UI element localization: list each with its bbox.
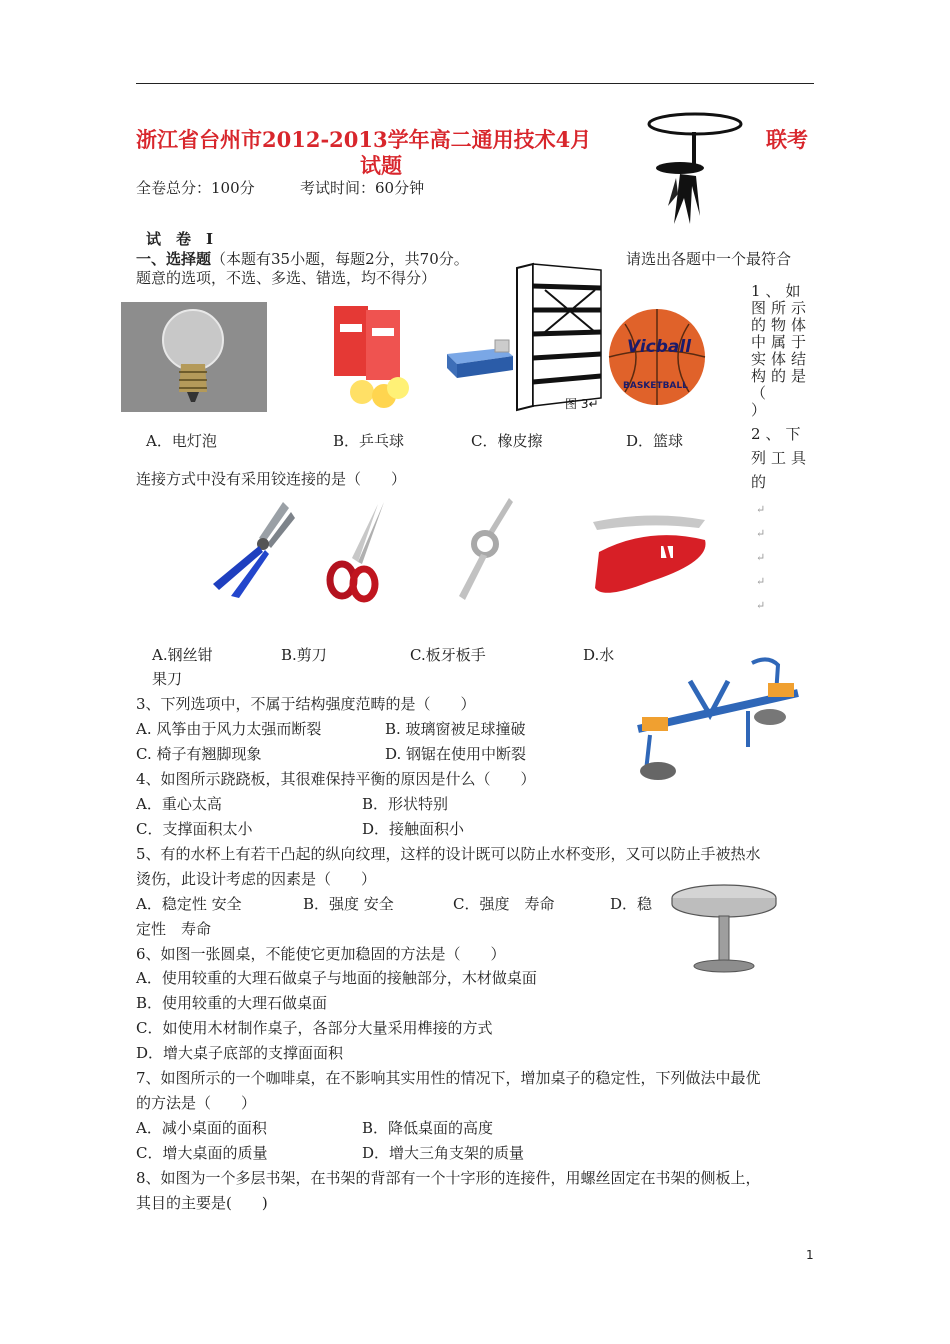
q3-option-a: A. 风筝由于风力太强而断裂 bbox=[136, 720, 322, 738]
q4-option-c: C．支撑面积太小 bbox=[136, 820, 253, 838]
q2-option-a: A.钢丝钳 bbox=[152, 646, 213, 664]
seesaw-figure bbox=[628, 655, 806, 783]
q5-option-c: C．强度 寿命 bbox=[453, 895, 555, 913]
q7-option-a: A．减小桌面的面积 bbox=[136, 1119, 267, 1137]
part1-desc: （本题有35小题，每题2分，共70分。 bbox=[211, 250, 469, 268]
q1-option-a: A．电灯泡 bbox=[146, 432, 217, 450]
coffee-table-figure bbox=[640, 106, 750, 228]
q7-option-b: B．降低桌面的高度 bbox=[362, 1119, 494, 1137]
exam-time: 考试时间：60分钟 bbox=[300, 179, 425, 197]
q2-question-a: 2、下列工具的 bbox=[751, 425, 812, 491]
section-heading: 试 卷 Ⅰ bbox=[146, 230, 214, 248]
page-number: 1 bbox=[806, 1248, 814, 1262]
q8-question-line1: 8、如图为一个多层书架，在书架的背部有一个十字形的连接件，用螺丝固定在书架的侧板上， bbox=[136, 1169, 761, 1187]
light-bulb-image bbox=[121, 302, 267, 412]
eraser-image bbox=[445, 336, 515, 382]
q7-option-d: D．增大三角支架的质量 bbox=[362, 1144, 525, 1162]
round-table-figure bbox=[668, 880, 780, 976]
q1-option-b: B．乒乓球 bbox=[333, 432, 405, 450]
exam-total: 全卷总分：100分 bbox=[136, 179, 255, 197]
q3-option-d: D. 钢锯在使用中断裂 bbox=[385, 745, 527, 763]
return-mark-2: ↵ bbox=[756, 527, 766, 540]
q2-option-b: B.剪刀 bbox=[281, 646, 327, 664]
part1-desc-line2: 题意的选项，不选、多选、错选，均不得分） bbox=[136, 269, 437, 287]
q2-option-c: C.板牙板手 bbox=[410, 646, 486, 664]
q3-option-b: B. 玻璃窗被足球撞破 bbox=[385, 720, 526, 738]
q5-question-line2: 烫伤，此设计考虑的因素是（ ） bbox=[136, 870, 377, 888]
scissors-image bbox=[322, 500, 388, 604]
q2-question-b: 连接方式中没有采用铰连接的是（ ） bbox=[136, 470, 407, 488]
swiss-knife-image bbox=[589, 512, 713, 602]
q7-option-c: C．增大桌面的质量 bbox=[136, 1144, 268, 1162]
bookshelf-image bbox=[515, 262, 603, 412]
q6-option-d: D．增大桌子底部的支撑面面积 bbox=[136, 1044, 344, 1062]
part1-heading: 一、选择题 bbox=[136, 250, 212, 268]
return-mark-4: ↵ bbox=[756, 575, 766, 588]
ball-brand: Vicball bbox=[627, 337, 692, 357]
ping-pong-box-image bbox=[332, 304, 422, 412]
q7-question-line2: 的方法是（ ） bbox=[136, 1094, 257, 1112]
q4-option-d: D．接触面积小 bbox=[362, 820, 465, 838]
return-mark-1: ↵ bbox=[756, 503, 766, 516]
q2-option-d-wrap: 果刀 bbox=[152, 670, 183, 688]
header-rule bbox=[136, 83, 814, 84]
page-title: 浙江省台州市2012-2013学年高二通用技术4月 bbox=[136, 127, 592, 152]
part1-intro bbox=[136, 249, 469, 269]
q3-option-c: C. 椅子有翘脚现象 bbox=[136, 745, 262, 763]
q7-question-line1: 7、如图所示的一个咖啡桌，在不影响其实用性的情况下，增加桌子的稳定性，下列做法中最优 bbox=[136, 1069, 761, 1087]
die-wrench-image bbox=[455, 496, 517, 602]
q4-option-b: B．形状特别 bbox=[362, 795, 449, 813]
wire-pliers-image bbox=[205, 498, 295, 600]
q1-option-c: C．橡皮擦 bbox=[471, 432, 543, 450]
q5-option-d: D．稳 bbox=[610, 895, 653, 913]
page-title-right: 联考 bbox=[766, 127, 808, 152]
q1-question: 1、如图所示的物体中属于实体结构的是（ ） bbox=[751, 282, 812, 419]
basketball-image bbox=[607, 304, 707, 410]
return-mark-3: ↵ bbox=[756, 551, 766, 564]
q2-option-d: D.水 bbox=[583, 646, 615, 664]
q4-option-a: A．重心太高 bbox=[136, 795, 222, 813]
q5-option-b: B．强度 安全 bbox=[303, 895, 394, 913]
q6-question: 6、如图一张圆桌，不能使它更加稳固的方法是（ ） bbox=[136, 945, 506, 963]
q6-option-c: C．如使用木材制作桌子，各部分大量采用榫接的方式 bbox=[136, 1019, 493, 1037]
q5-option-a: A．稳定性 安全 bbox=[136, 895, 242, 913]
q4-question: 4、如图所示跷跷板，其很难保持平衡的原因是什么（ ） bbox=[136, 770, 536, 788]
page-title-line2: 试题 bbox=[360, 153, 402, 178]
q8-question-line2: 其目的主要是( ) bbox=[136, 1194, 268, 1212]
ball-word: BASKETBALL bbox=[623, 381, 688, 391]
part1-desc-right: 请选出各题中一个最符合 bbox=[626, 250, 792, 268]
q1-option-d: D．篮球 bbox=[626, 432, 684, 450]
q5-option-d-wrap: 定性 寿命 bbox=[136, 920, 212, 938]
q6-option-a: A．使用较重的大理石做桌子与地面的接触部分，木材做桌面 bbox=[136, 969, 537, 987]
return-mark-5: ↵ bbox=[756, 599, 766, 612]
fig3-caption: 图 3↵ bbox=[565, 397, 599, 411]
q3-question: 3、下列选项中，不属于结构强度范畴的是（ ） bbox=[136, 695, 476, 713]
q5-question-line1: 5、有的水杯上有若干凸起的纵向纹理，这样的设计既可以防止水杯变形，又可以防止手被热水 bbox=[136, 845, 761, 863]
q6-option-b: B．使用较重的大理石做桌面 bbox=[136, 994, 328, 1012]
